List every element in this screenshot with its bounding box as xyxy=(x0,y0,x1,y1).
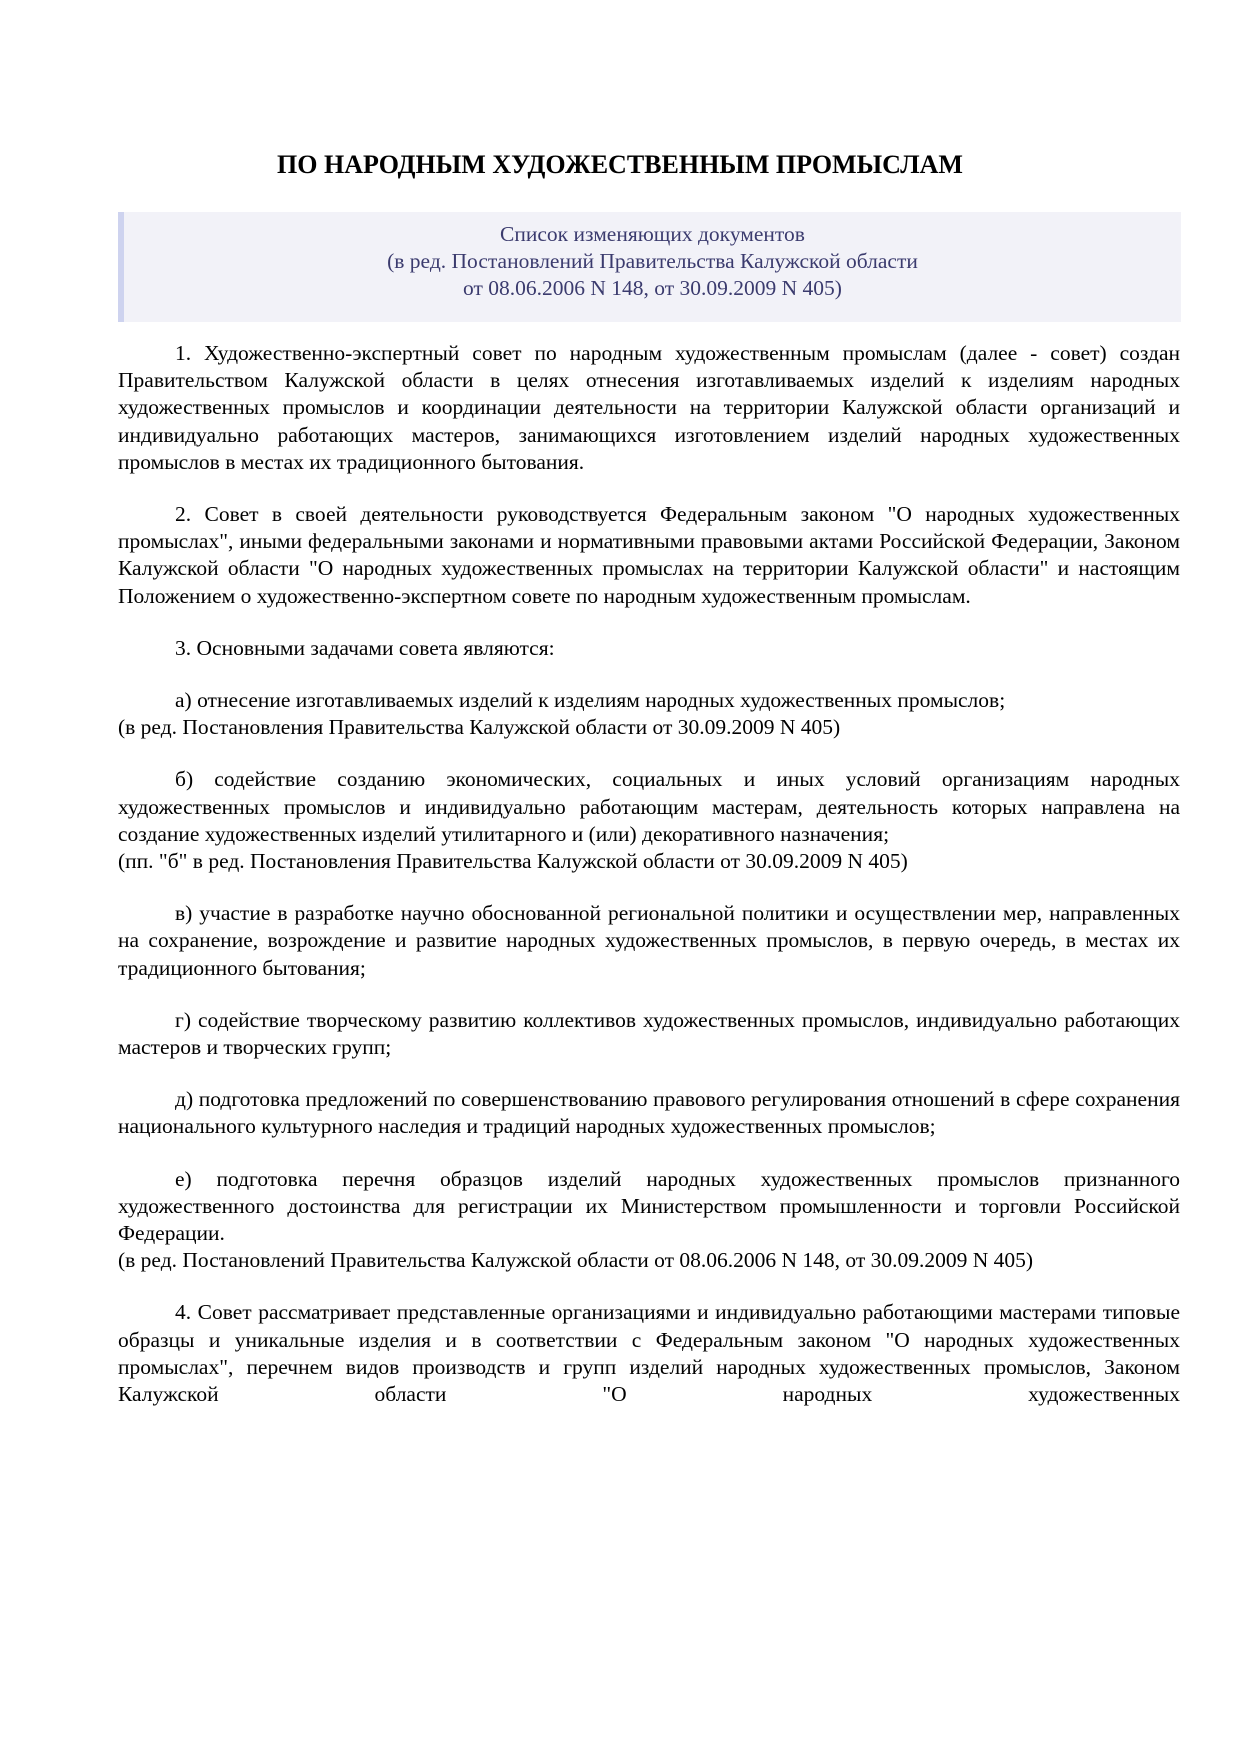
amendment-note-e: (в ред. Постановлений Правительства Калужской области от 08.06.2006 N 148, от 30.09.2009 N 405) xyxy=(118,1248,1034,1273)
amending-documents-heading: Список изменяющих документов xyxy=(500,222,805,246)
subparagraph-a: а) отнесение изготавливаемых изделий к изделиям народных художественных промыслов; xyxy=(175,688,1006,713)
subparagraph-v: в) участие в разработке научно обоснованной региональной политики и осуществлении мер, направленных на сохранение, возрождение и развитие народных художественных промыслов, в первую очередь, в местах их традиционного бытования; xyxy=(118,901,1180,980)
subparagraph-d: д) подготовка предложений по совершенствованию правового регулирования отношений в сфере сохранения национального культурного наследия и традиций народных художественных промыслов; xyxy=(118,1087,1180,1139)
amending-documents-line: от 08.06.2006 N 148, от 30.09.2009 N 405) xyxy=(463,276,842,300)
amending-documents-box xyxy=(118,212,1181,322)
subparagraph-b: б) содействие созданию экономических, социальных и иных условий организациям народных художественных промыслов и индивидуально работающим мастерам, деятельность которых направлена на создание художественных изделий утилитарного и (или) декоративного назначения; xyxy=(118,767,1180,846)
document-body xyxy=(118,340,1180,1408)
paragraph-3: 3. Основными задачами совета являются: xyxy=(175,635,555,660)
paragraph-2: 2. Совет в своей деятельности руководствуется Федеральным законом "О народных художественных промыслах", иными федеральными законами и нормативными правовыми актами Российской Федерации, Законом Калужской области "О народных художественных промыслах на территории Калужской области" и настоящим Положением о художественно-экспертном совете по народным художественным промыслам. xyxy=(118,502,1180,608)
subparagraph-g: г) содействие творческому развитию коллективов художественных промыслов, индивидуально работающих мастеров и творческих групп; xyxy=(118,1007,1180,1060)
paragraph-1: 1. Художественно-экспертный совет по народным художественным промыслам (далее - совет) создан Правительством Калужской области в целях отнесения изготавливаемых изделий к изделиям народных художественных промыслов и координации деятельности на территории Калужской области организаций и индивидуально работающих мастеров, занимающихся изготовлением изделий народных художественных промыслов в местах их традиционного бытования. xyxy=(118,341,1180,474)
amendment-note-b: (пп. "б" в ред. Постановления Правительства Калужской области от 30.09.2009 N 405) xyxy=(118,849,908,874)
paragraph-4: 4. Совет рассматривает представленные организациями и индивидуально работающими мастерами типовые образцы и уникальные изделия и в соответствии с Федеральным законом "О народных художественных промыслах", перечнем видов производств и групп изделий народных художественных промыслов, Законом Калужской области "О народных художественных xyxy=(118,1300,1180,1407)
subparagraph-e: е) подготовка перечня образцов изделий народных художественных промыслов признанного художественного достоинства для регистрации их Министерством промышленности и торговли Российской Федерации. xyxy=(118,1166,1180,1246)
document-title: ПО НАРОДНЫМ ХУДОЖЕСТВЕННЫМ ПРОМЫСЛАМ xyxy=(277,150,963,179)
amendment-note-a: (в ред. Постановления Правительства Калужской области от 30.09.2009 N 405) xyxy=(118,715,841,740)
amending-documents-line: (в ред. Постановлений Правительства Калужской области xyxy=(387,249,918,273)
